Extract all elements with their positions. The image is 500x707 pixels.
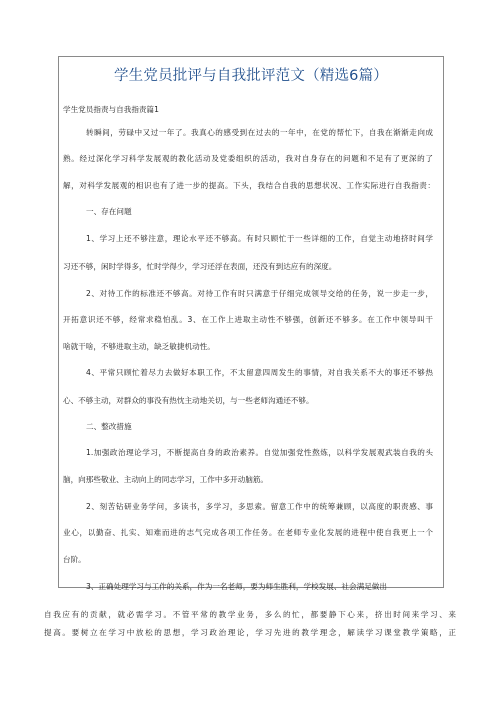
paragraph-line: 提高。要树立在学习中放松的思想，学习政治理论，学习先进的教学理念，解读学习课堂教学策略，正 [44,628,456,637]
paragraph-line: 脑，向那些敬业、主动向上的同志学习，工作中多开动脑筋。 [63,475,269,484]
paragraph-line: 习还不够，闲时学得多，忙时学得少，学习还浮在表面，还没有到达应有的深度。 [63,262,337,271]
paragraph-line: 心、不够主动，对群众的事没有热忱主动地关切，与一些老师沟通还不够。 [63,396,314,405]
paragraph-line: 解，对科学发展观的相识也有了进一步的提高。下头，我结合自我的思想状况、工作实际进行自我指责： [63,181,435,190]
paragraph-line: 2、对待工作的标准还不够高。对待工作有时只满意于仔细完成领导交给的任务，说一步走一步， [86,289,433,298]
section-heading: 二、整改措施 [86,422,132,431]
paragraph-line: 3、正确处理学习与工作的关系，作为一名老师，要为师生胜利，学校发展、社会满足做出 [86,582,387,591]
document-title: 学生党员批评与自我批评范文（精选6篇） [113,68,389,84]
paragraph-line: 1、学习上还不够注意，理论水平还不够高。有时只顾忙于一些详细的工作，自觉主动地挤时间学 [86,234,433,243]
paragraph-line: 熟。经过深化学习科学发展观的教化活动及党委组织的活动，我对自身存在的问题和不足有了更深的了 [63,154,433,163]
paragraph-line: 转瞬间，劳碌中又过一年了。我真心的感受到在过去的一年中，在党的帮忙下，自我在渐渐走向成 [86,128,433,137]
section-subtitle: 学生党员指责与自我指责篇1 [63,105,159,114]
paragraph-line: 开拓意识还不够，经常求稳怕乱。3、在工作上进取主动性不够强，创新还不够多。在工作中领导叫干 [63,315,433,324]
paragraph-line: 啥就干啥，不够进取主动，缺乏敏捷机动性。 [63,342,215,351]
paragraph-line: 业心，以勤奋、扎实、知难而进的志气完成各项工作任务。在老师专业化发展的进程中使自我更上一个 [63,528,433,537]
paragraph-line: 2、刻苦钻研业务学问，多读书，多学习，多思索。留意工作中的统筹兼顾，以高度的职责感、事 [86,502,433,511]
paragraph-line: 自我应有的贡献，就必需学习。不管平常的教学业务，多么的忙，都要静下心来，挤出时间来学习、来 [44,610,456,619]
paragraph-line: 4、平常只顾忙着尽力去做好本职工作，不太留意四周发生的事情，对自我关系不大的事还不够热 [86,368,433,377]
section-heading: 一、存在问题 [86,207,132,216]
paragraph-line: 1.加强政治理论学习，不断提高自身的政治素养。自觉加强党性熬炼，以科学发展观武装自我的头 [86,448,433,457]
paragraph-line: 台阶。 [63,555,86,564]
